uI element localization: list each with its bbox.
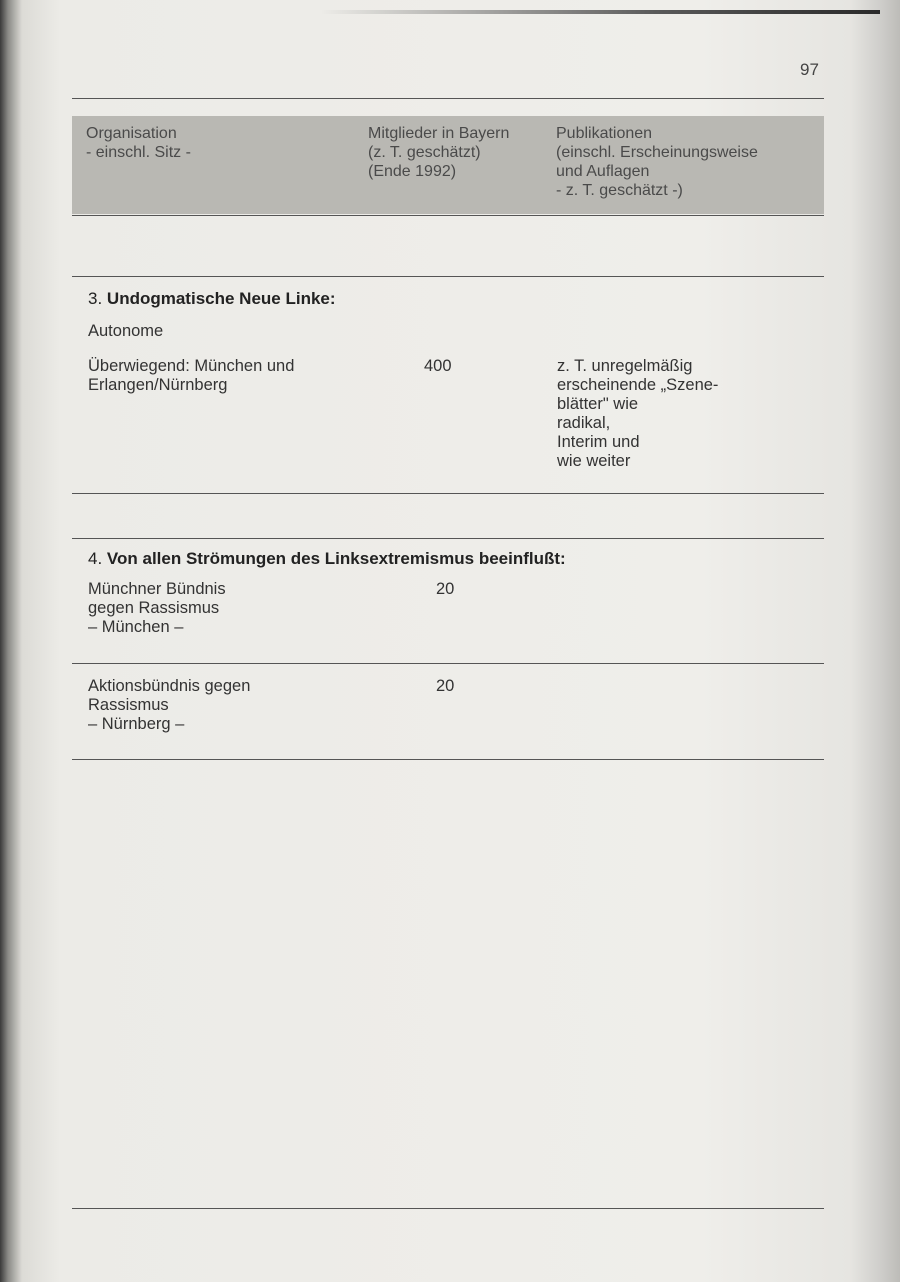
header-organisation: Organisation - einschl. Sitz - [86,125,191,161]
table-header [72,116,824,214]
row-organisation: Münchner Bündnis gegen Rassismus – München – [88,580,226,636]
header-bottom-rule [72,215,824,216]
header-members: Mitglieder in Bayern (z. T. geschätzt) (Ende 1992) [368,125,510,180]
section-4-number: 4. [88,549,103,568]
page-number: 97 [800,60,819,79]
section-3-heading [88,289,336,309]
section-3-top-rule [72,276,824,277]
row-organisation: Überwiegend: München und Erlangen/Nürnberg [88,357,295,394]
section-4-title: Von allen Strömungen des Linksextremismus beeinflußt: [106,549,566,568]
row-organisation: Aktionsbündnis gegen Rassismus – Nürnberg – [88,677,251,733]
row-publications: z. T. unregelmäßig erscheinende „Szene- blätter" wie radikal, Interim und wie weiter [557,357,719,470]
page-bottom-rule [72,1208,824,1209]
section-4-top-rule [72,538,824,539]
top-rule [72,98,824,99]
scan-edge-line [320,10,880,14]
section-4-bottom-rule [72,759,824,760]
header-publications: Publikationen (einschl. Erscheinungsweise und Auflagen - z. T. geschätzt -) [556,125,758,199]
section-3-number: 3. [88,289,103,308]
row-members: 400 [424,357,452,375]
row-divider [72,663,824,664]
section-3-title: Undogmatische Neue Linke: [106,289,336,308]
row-members: 20 [436,580,455,598]
section-4-heading [88,549,566,569]
section-3-bottom-rule [72,493,824,494]
row-members: 20 [436,677,455,695]
section-3-subheading: Autonome [88,322,164,340]
